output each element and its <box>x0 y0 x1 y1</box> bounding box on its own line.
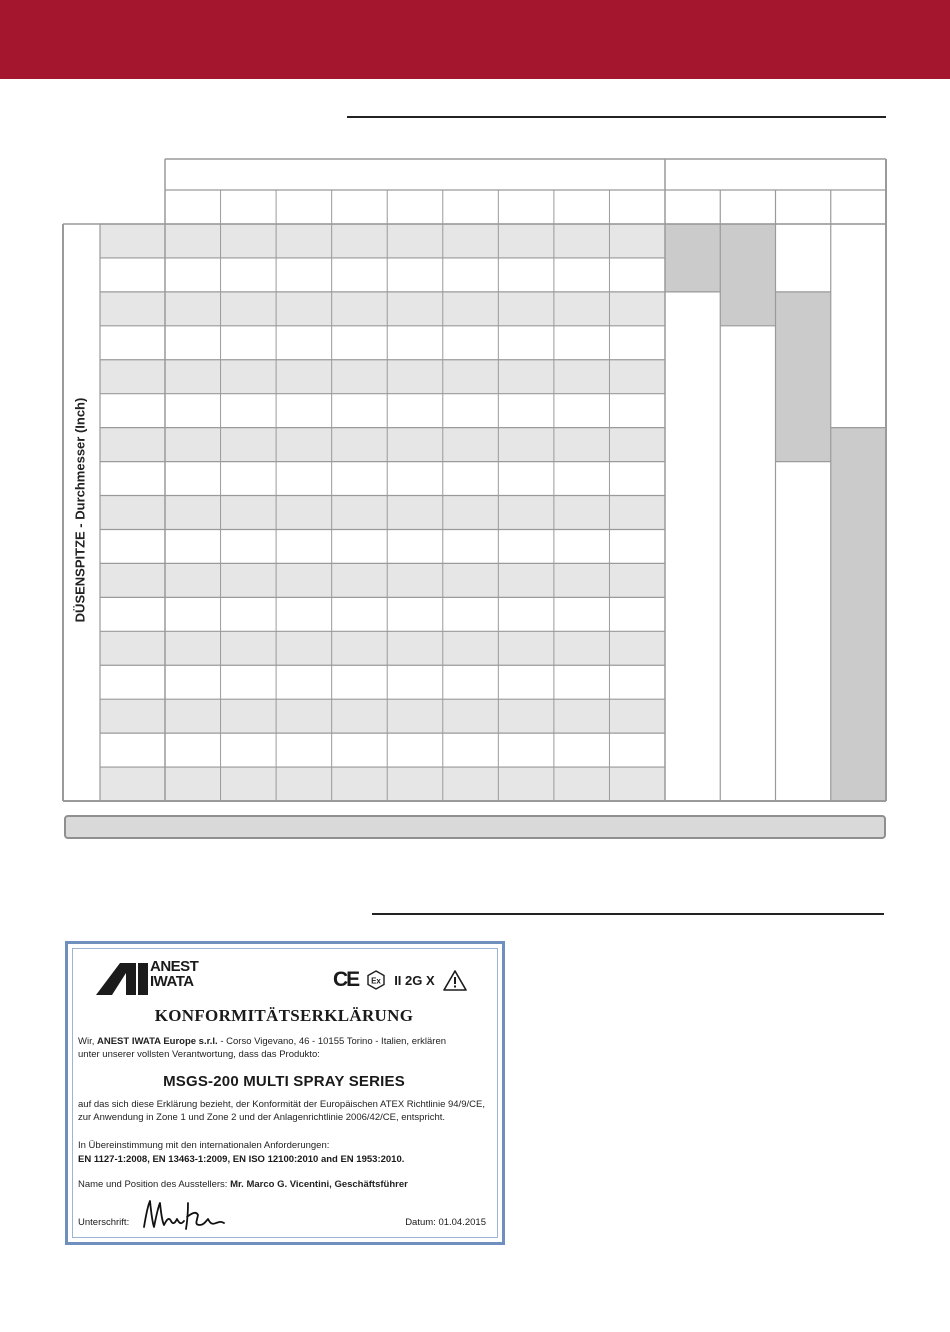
brand-line-2: IWATA <box>150 973 194 990</box>
table-footer-bar <box>64 815 886 839</box>
nozzle-diameter-axis-label: DÜSENSPITZE - Durchmesser (Inch) <box>72 397 88 623</box>
declaration-of-conformity-card <box>65 941 505 1245</box>
issuer-name: Mr. Marco G. Vicentini, Geschäftsführer <box>230 1179 408 1190</box>
shaded-row <box>100 699 665 733</box>
warning-triangle-icon <box>443 970 467 991</box>
brand-wordmark <box>150 959 198 989</box>
intro-text: Wir, ANEST IWATA Europe s.r.l. - Corso Vigevano, 46 - 10155 Torino - Italien, erklären unter unserer vollsten Verantwortung, dass das Produkto: <box>78 1036 447 1060</box>
ce-mark: CE <box>333 968 359 991</box>
shaded-row <box>100 563 665 597</box>
shaded-row <box>100 767 665 801</box>
shaded-range-block <box>776 292 831 462</box>
section-rule-bottom <box>372 913 884 915</box>
shaded-row <box>100 631 665 665</box>
brand-line-1: ANEST <box>150 958 199 975</box>
anest-iwata-logo-icon <box>96 961 148 995</box>
certificate-title: KONFORMITÄTSERKLÄRUNG <box>154 1006 414 1025</box>
ex-hexagon-icon <box>366 970 386 990</box>
shaded-range-block <box>831 428 886 801</box>
signature-label: Unterschrift: <box>78 1217 130 1228</box>
shaded-row <box>100 292 665 326</box>
conformity-text: auf das sich diese Erklärung bezieht, der Konformität der Europäischen ATEX Richtlinie 94/9/CE, zur Anwendung in Zone 1 und Zone 2 und der Anlagenrichtlinie 2006/42/CE, entspricht. <box>78 1099 485 1123</box>
company-name: ANEST IWATA Europe s.r.l. <box>97 1036 218 1047</box>
shaded-row <box>100 496 665 530</box>
standards-intro: In Übereinstimmung mit den internationalen Anforderungen: <box>78 1140 330 1151</box>
shaded-row <box>100 360 665 394</box>
product-name: MSGS-200 MULTI SPRAY SERIES <box>163 1073 405 1090</box>
shaded-range-block <box>720 224 775 326</box>
shaded-row <box>100 224 665 258</box>
atex-marking: II 2G X <box>394 972 435 988</box>
shaded-row <box>100 428 665 462</box>
standards-list: EN 1127-1:2008, EN 13463-1:2009, EN ISO 12100:2010 and EN 1953:2010. <box>78 1154 405 1165</box>
declaration-date: Datum: 01.04.2015 <box>405 1217 486 1228</box>
certification-marks <box>333 968 467 992</box>
issuer-line: Name und Position des Ausstellers: Mr. Marco G. Vicentini, Geschäftsführer <box>78 1179 408 1190</box>
shaded-range-block <box>665 224 720 292</box>
handwritten-signature <box>140 1197 230 1233</box>
ex-symbol-text: Ex <box>371 976 382 986</box>
